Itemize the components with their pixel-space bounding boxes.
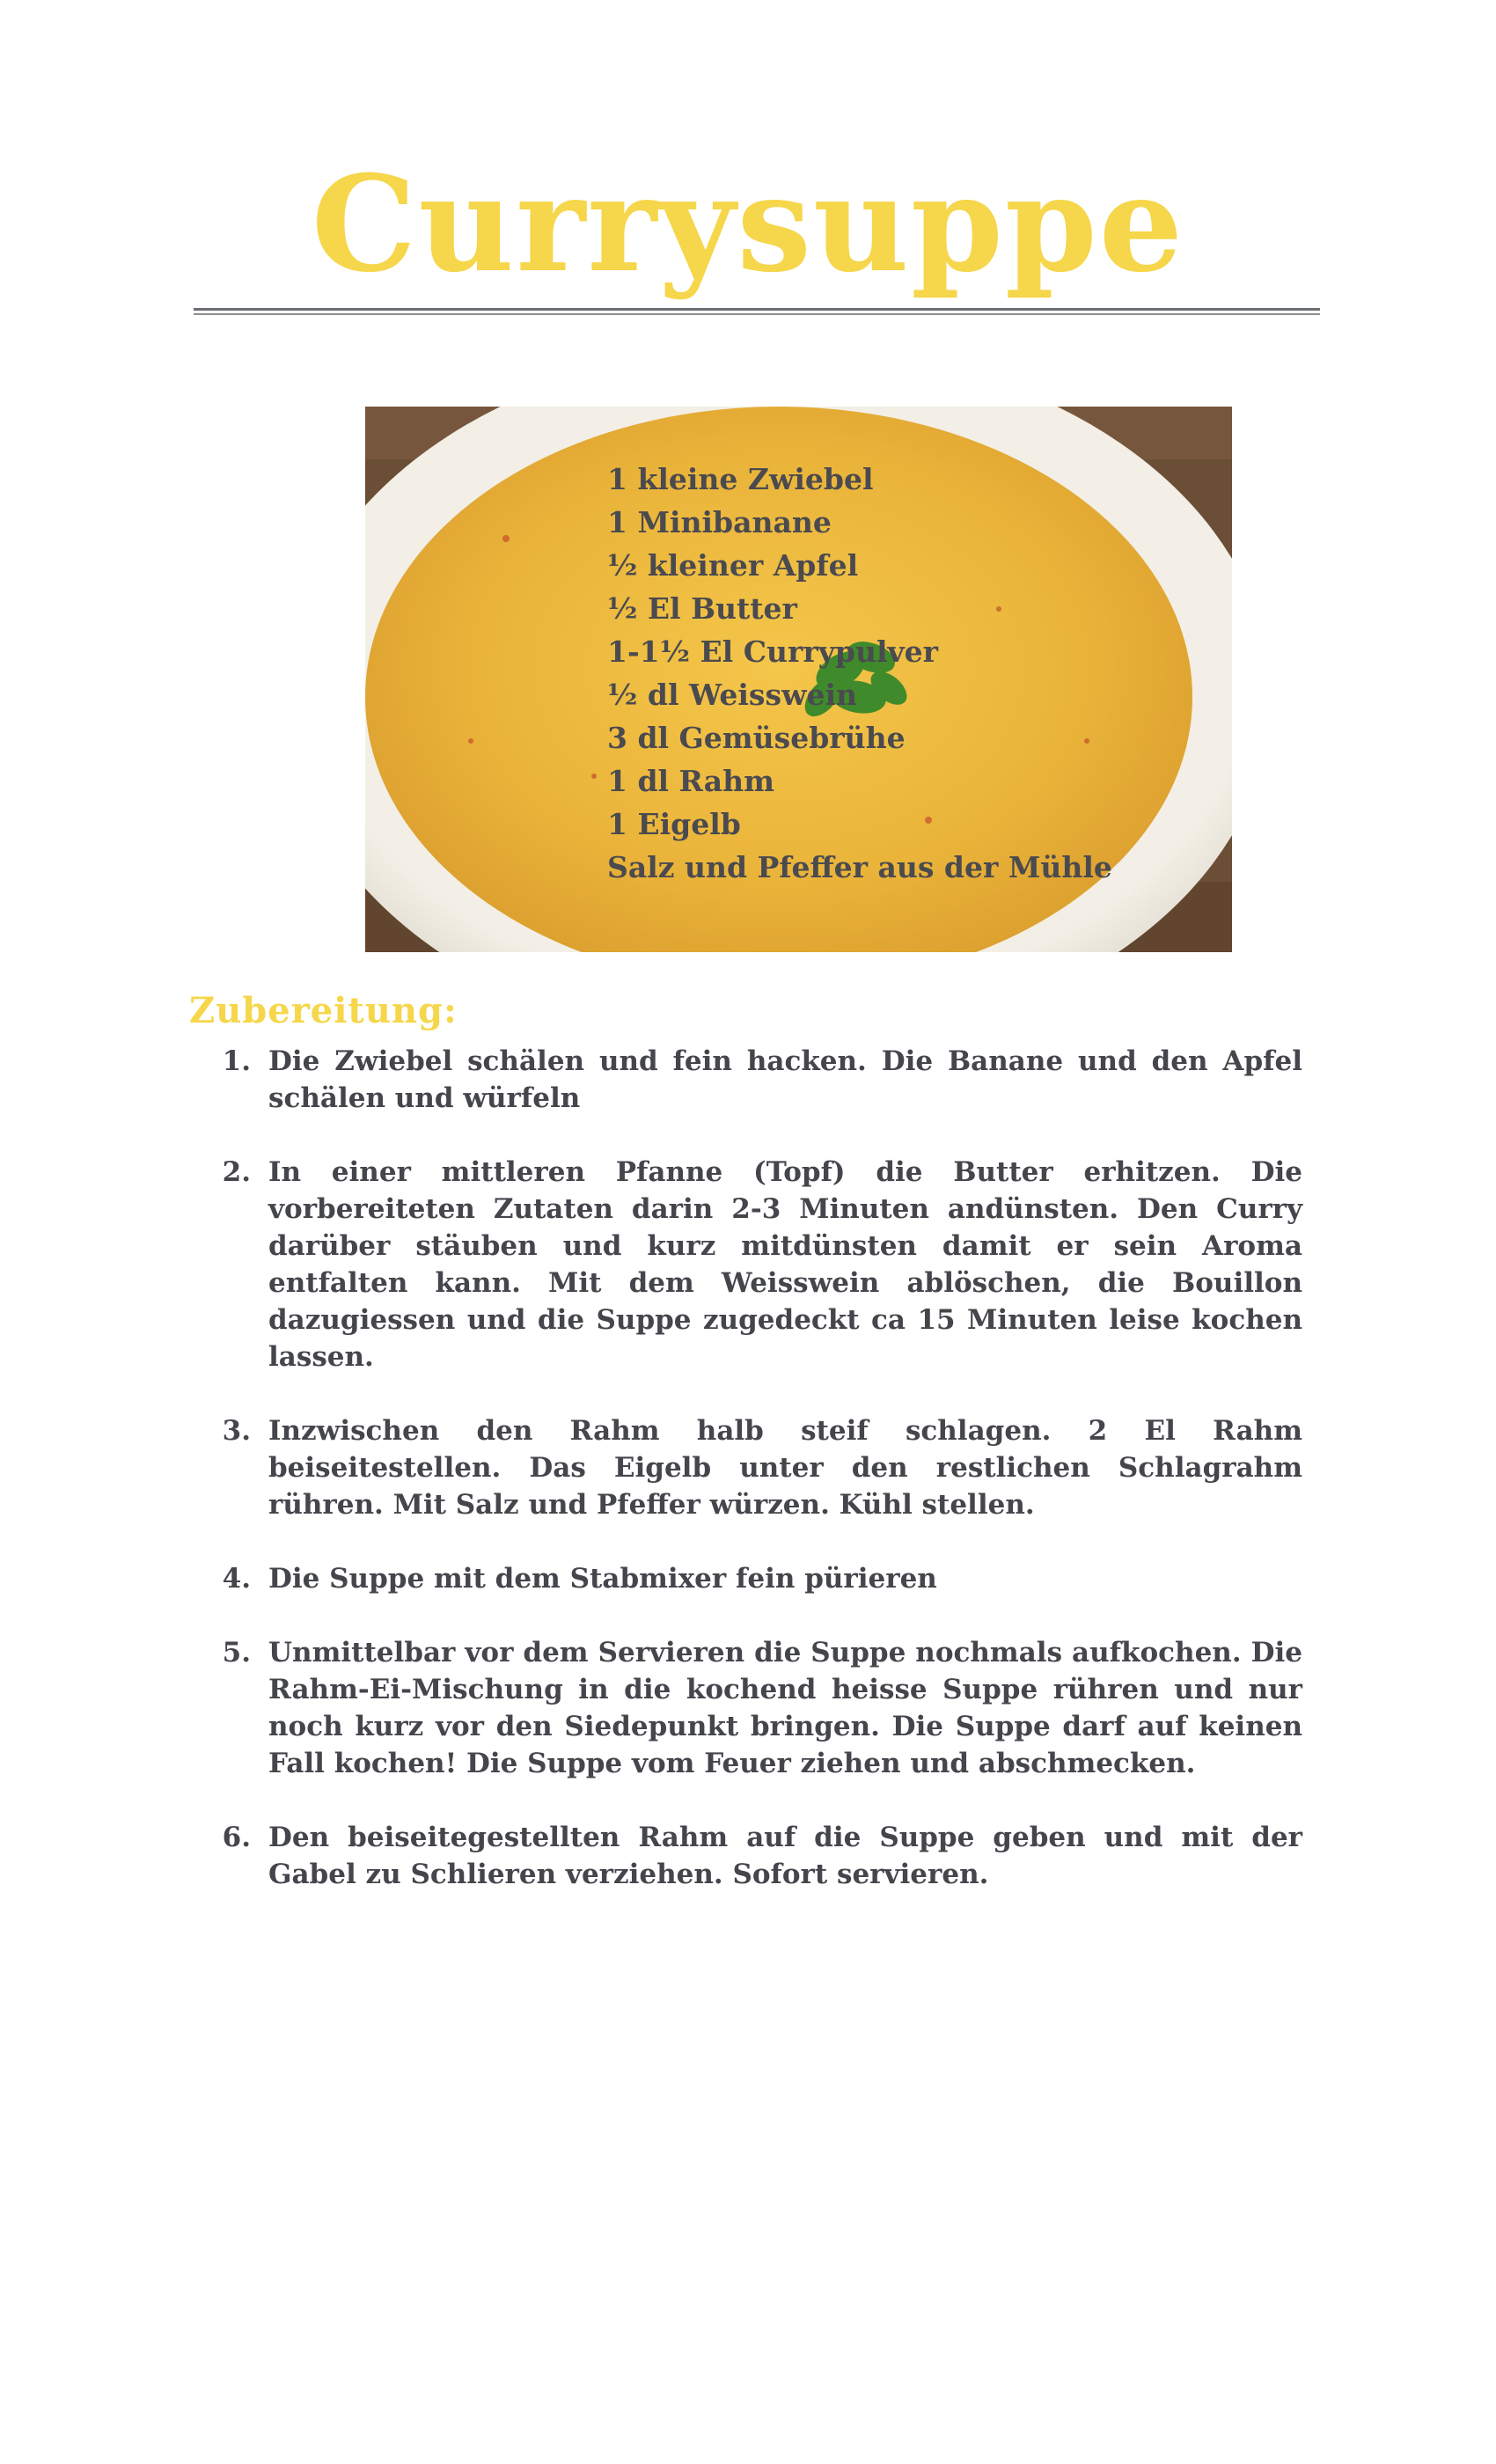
ingredient-item: Salz und Pfeffer aus der Mühle [607,850,1112,884]
step-text: Inzwischen den Rahm halb steif schlagen. 2 El Rahm beiseitestellen. Das Eigelb unter den restlichen Schlagrahm rühren. Mit Salz und Pfeffer würzen. Kühl stellen. [268,1415,1302,1521]
step-item [222,1819,1302,1893]
recipe-title: Currysuppe [311,147,1185,302]
ingredient-item: ½ kleiner Apfel [607,548,859,583]
step-text: Die Zwiebel schälen und fein hacken. Die Banane und den Apfel schälen und würfeln [268,1045,1302,1114]
ingredient-item: 1-1½ El Currypulver [607,634,939,669]
title-divider [194,308,1320,315]
step-item [222,1560,1302,1597]
soup-photo [365,407,1232,952]
ingredient-item: ½ dl Weisswein [607,678,857,712]
ingredient-item: 1 dl Rahm [607,764,775,798]
preparation-steps [222,1043,1302,1930]
ingredient-item: 1 Minibanane [607,505,832,539]
step-number: 1. [222,1045,251,1077]
step-text: Die Suppe mit dem Stabmixer fein pürieren [268,1563,937,1595]
step-number: 6. [222,1822,251,1853]
step-text: Unmittelbar vor dem Servieren die Suppe nochmals aufkochen. Die Rahm-Ei-Mischung in die kochend heisse Suppe rühren und nur noch kurz vor den Siedepunkt bringen. Die Suppe darf auf keinen Fall kochen! Die Suppe vom Feuer ziehen und abschmecken. [268,1637,1302,1779]
step-item [222,1154,1302,1375]
ingredient-item: 1 kleine Zwiebel [607,462,874,496]
ingredient-item: ½ El Butter [607,591,797,626]
preparation-heading: Zubereitung: [189,990,458,1031]
step-text: Den beiseitegestellten Rahm auf die Suppe geben und mit der Gabel zu Schlieren verziehen. Sofort servieren. [268,1822,1302,1890]
step-number: 3. [222,1415,251,1447]
ingredient-list [607,458,1112,889]
step-item [222,1412,1302,1523]
ingredient-item: 3 dl Gemüsebrühe [607,721,906,755]
step-item [222,1634,1302,1782]
step-number: 4. [222,1563,251,1595]
step-text: In einer mittleren Pfanne (Topf) die Butter erhitzen. Die vorbereiteten Zutaten darin 2-3 Minuten andünsten. Den Curry darüber stäuben und kurz mitdünsten damit er sein Aroma entfalten kann. Mit dem Weisswein ablöschen, die Bouillon dazugiessen und die Suppe zugedeckt ca 15 Minuten leise kochen lassen. [268,1156,1302,1373]
ingredient-item: 1 Eigelb [607,807,741,841]
step-number: 2. [222,1156,251,1188]
step-number: 5. [222,1637,251,1668]
step-item [222,1043,1302,1117]
